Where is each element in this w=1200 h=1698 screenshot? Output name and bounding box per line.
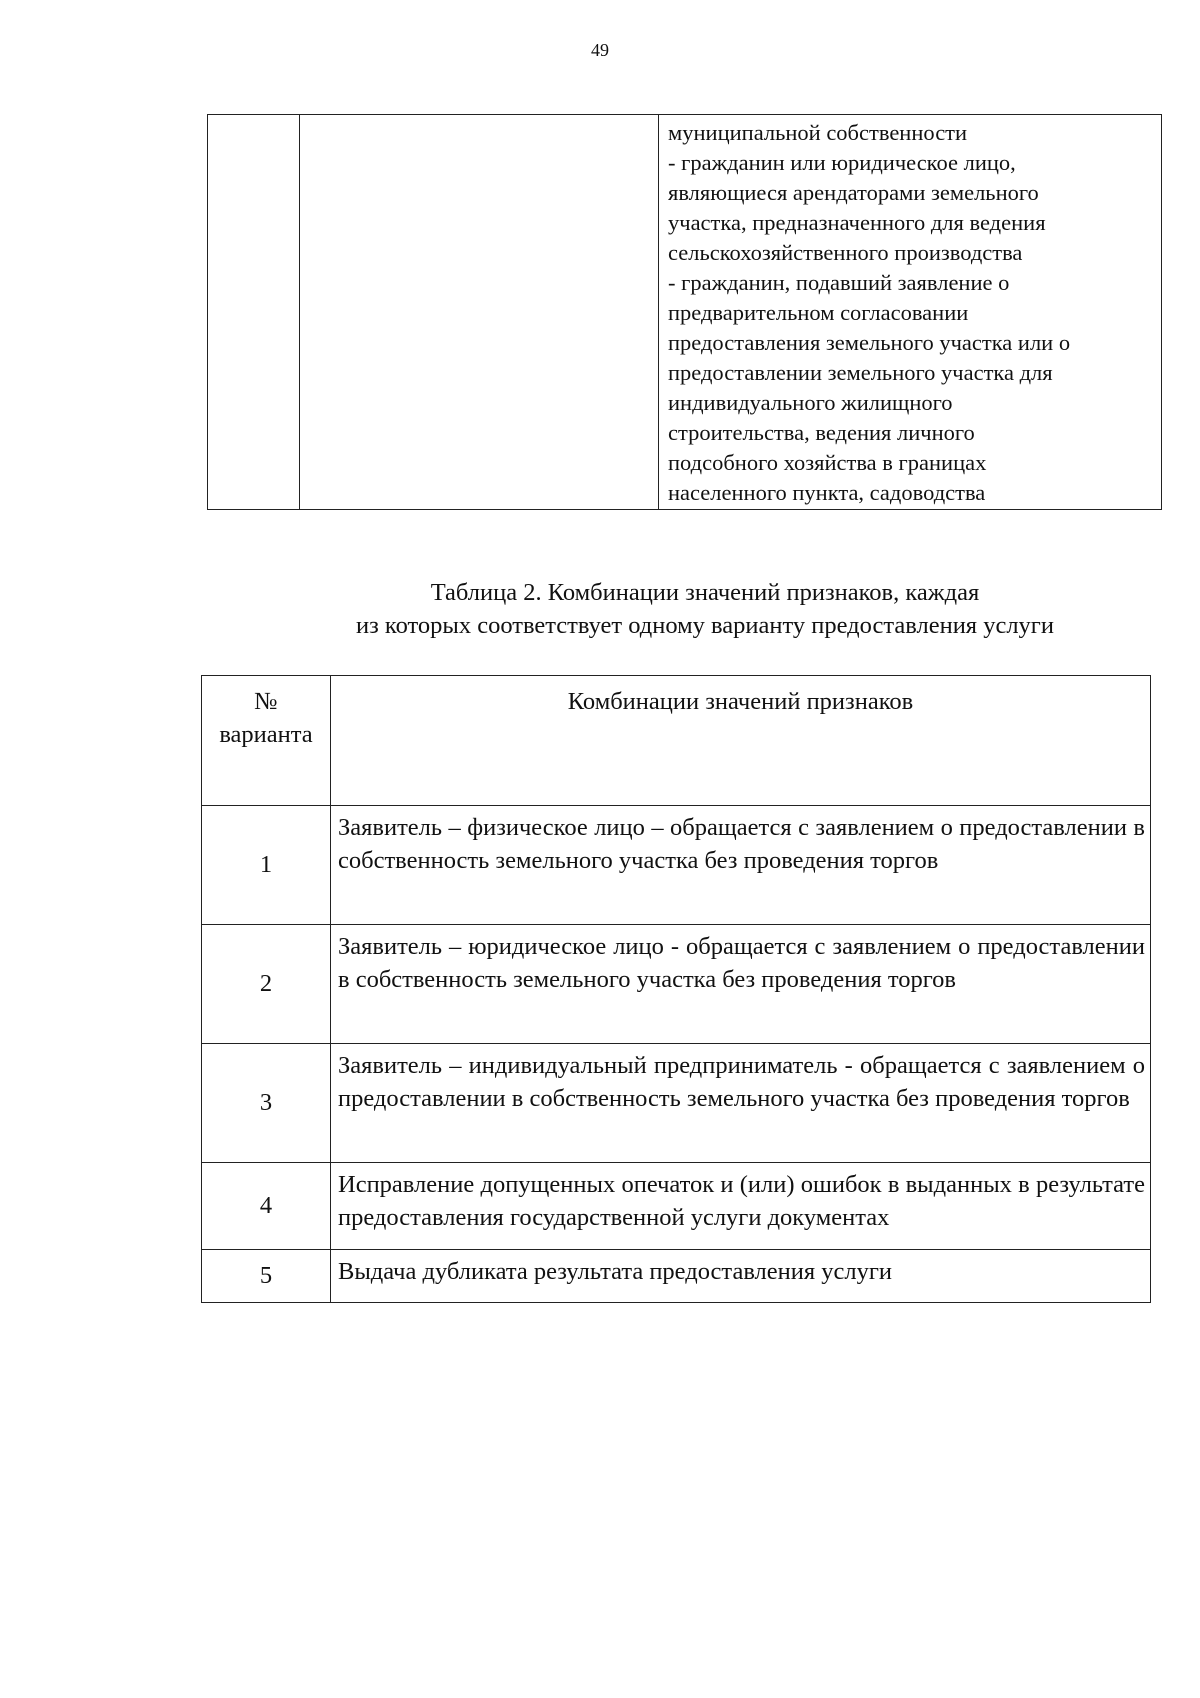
variant-number: 1: [202, 806, 331, 925]
table-cell-empty: [300, 115, 659, 510]
text-line: предоставлении земельного участка для: [668, 360, 1053, 385]
text-line: - гражданин, подавший заявление о: [668, 270, 1010, 295]
variant-description: Заявитель – физическое лицо – обращается с заявлением о предоставлении в собственность земельного участка без проведения торгов: [331, 806, 1151, 925]
variant-description: Заявитель – юридическое лицо - обращается с заявлением о предоставлении в собственность земельного участка без проведения торгов: [331, 925, 1151, 1044]
text-line: - гражданин или юридическое лицо,: [668, 150, 1016, 175]
header-combinations: Комбинации значений признаков: [331, 676, 1151, 806]
caption-line-2: из которых соответствует одному варианту предоставления услуги: [356, 612, 1054, 639]
text-line: являющиеся арендаторами земельного: [668, 180, 1039, 205]
variant-description: Выдача дубликата результата предоставления услуги: [331, 1250, 1151, 1303]
header-num-symbol: №: [254, 688, 278, 715]
caption-line-1: Таблица 2. Комбинации значений признаков, каждая: [430, 579, 980, 606]
text-line: индивидуального жилищного: [668, 390, 953, 415]
variant-number: 5: [202, 1250, 331, 1303]
table-1-continuation: [207, 114, 1162, 510]
text-line: населенного пункта, садоводства: [668, 480, 986, 505]
variant-number: 3: [202, 1044, 331, 1163]
page-number: 49: [591, 40, 609, 60]
text-line: предварительном согласовании: [668, 300, 969, 325]
header-num-label: варианта: [219, 720, 313, 748]
table-row: [202, 1163, 1151, 1250]
table-cell-applicants: [659, 115, 1162, 510]
variant-description: Исправление допущенных опечаток и (или) ошибок в выданных в результате предоставления государственной услуги документах: [331, 1163, 1151, 1250]
header-variant-number: [202, 676, 331, 806]
text-line: сельскохозяйственного производства: [668, 240, 1023, 265]
text-line: участка, предназначенного для ведения: [668, 210, 1046, 235]
text-line: подсобного хозяйства в границах: [668, 450, 987, 475]
table-row: [202, 806, 1151, 925]
table-row: [202, 1250, 1151, 1303]
text-line: строительства, ведения личного: [668, 420, 975, 445]
table-header-row: [202, 676, 1151, 806]
table-2-caption: [200, 576, 1200, 642]
table-row: [202, 925, 1151, 1044]
variant-description: Заявитель – индивидуальный предприниматель - обращается с заявлением о предоставлении в собственность земельного участка без проведения торгов: [331, 1044, 1151, 1163]
table-row: [202, 1044, 1151, 1163]
variant-number: 2: [202, 925, 331, 1044]
text-line: муниципальной собственности: [668, 120, 968, 145]
text-line: предоставления земельного участка или о: [668, 330, 1071, 355]
table-cell-empty: [208, 115, 300, 510]
variant-number: 4: [202, 1163, 331, 1250]
table-2: [201, 675, 1151, 1303]
table-row: [208, 115, 1162, 510]
